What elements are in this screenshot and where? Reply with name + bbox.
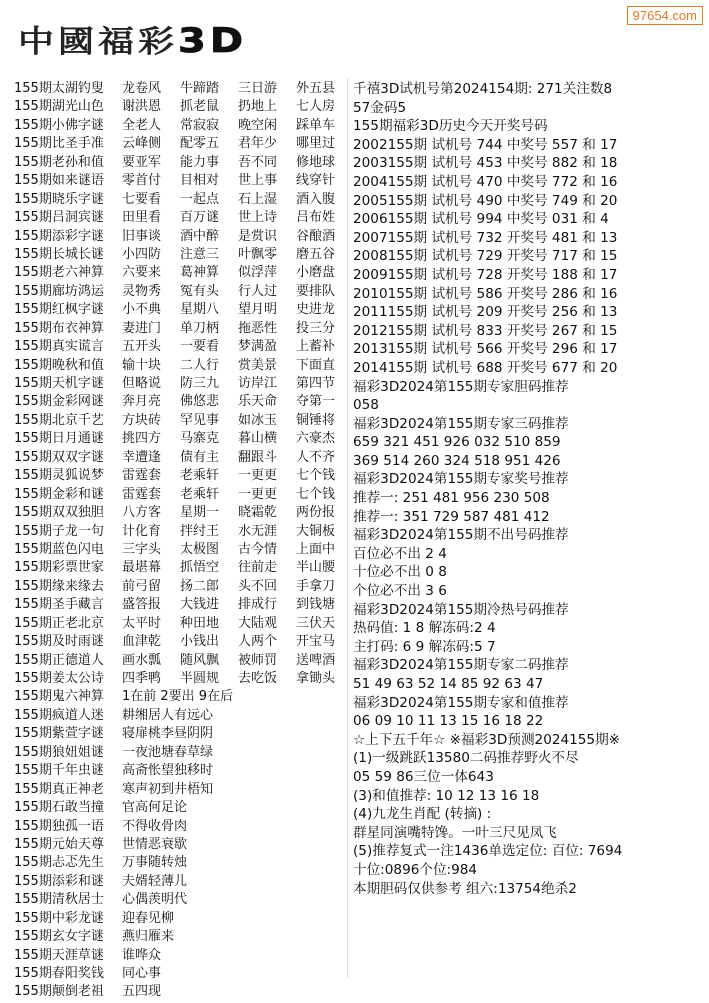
riddle-row: [14, 559, 350, 577]
riddle-clue: 随风飘: [180, 652, 220, 668]
riddle-title: 155期长城长谜: [14, 246, 104, 262]
riddle-clue: 要亚军: [122, 154, 162, 170]
riddle-title: 155期正德道人: [14, 652, 104, 668]
riddle-clue: 迎春见柳: [122, 910, 175, 926]
recommendation-line: 2012155期 试机号 833 开奖号 267 和 15: [353, 322, 618, 339]
riddle-row: [14, 873, 350, 891]
riddle-title: 155期北京千艺: [14, 412, 104, 428]
riddle-title: 155期彩票世家: [14, 560, 104, 576]
riddle-clue: 一要看: [180, 339, 220, 355]
riddle-clue: 古今情: [238, 541, 278, 557]
riddle-clue: 一更更: [238, 486, 278, 502]
riddle-clue: 债有主: [180, 449, 220, 465]
riddle-row: [14, 688, 350, 706]
riddle-clue: 晚空闲: [238, 117, 278, 133]
riddle-row: [14, 744, 350, 762]
riddle-clue: 吕布姓: [296, 210, 336, 226]
riddle-clue: 酒中醉: [180, 228, 220, 244]
riddle-row: [14, 320, 350, 338]
riddle-clue: 叶飘零: [238, 246, 278, 262]
riddle-clue: 哪里过: [296, 136, 336, 152]
riddle-clue: 暮山横: [238, 431, 278, 447]
riddle-clue: 心偶羡明代: [122, 892, 188, 908]
recommendation-line: 2005155期 试机号 490 中奖号 749 和 20: [353, 192, 618, 209]
riddle-clue: 世上诗: [238, 210, 278, 226]
riddle-clue: 谁哗众: [122, 947, 162, 963]
riddle-row: [14, 523, 350, 541]
recommendation-line: 2013155期 试机号 566 开奖号 296 和 17: [353, 341, 618, 358]
riddle-clue: 上面中: [296, 541, 336, 557]
riddle-clue: 赏美景: [238, 357, 278, 373]
recommendation-line: 51 49 63 52 14 85 92 63 47: [353, 676, 544, 692]
riddle-row: [14, 135, 350, 153]
riddle-title: 155期姜太公诗: [14, 671, 104, 686]
riddle-clue: 五四现: [122, 984, 162, 1000]
riddle-row: [14, 283, 350, 301]
riddle-clue: 拿锄头: [296, 671, 336, 686]
riddle-clue: 输十块: [122, 357, 162, 373]
riddle-clue: 四季鸭: [122, 671, 162, 686]
recommendation-line: 369 514 260 324 518 951 426: [353, 452, 561, 469]
riddle-clue: 六豪杰: [296, 431, 336, 447]
riddle-clue: 1在前 2要出 9在后: [122, 689, 234, 705]
riddle-clue: 磨五谷: [296, 246, 336, 262]
recommendation-line: (4)九龙生肖配 (转摘) :: [353, 806, 492, 823]
recommendation-line: 福彩3D2024第155期不出号码推荐: [353, 527, 569, 544]
riddle-title: 155期中彩龙谜: [14, 910, 104, 926]
riddle-clue: 七人房: [296, 99, 336, 115]
riddle-title: 155期春阳奖钱: [14, 966, 104, 981]
recommendation-line: 57金码5: [353, 99, 407, 116]
riddle-row: [14, 836, 350, 854]
riddle-clue: 葛神算: [180, 265, 220, 281]
riddle-title: 155期独孤一语: [14, 818, 104, 834]
riddle-clue: 百万谜: [180, 210, 220, 226]
riddle-clue: 七要看: [122, 191, 162, 207]
riddle-title: 155期老孙和值: [14, 154, 104, 170]
riddle-title: 155期清秋居士: [14, 892, 104, 908]
riddle-row: [14, 928, 350, 946]
riddle-title: 155期紫萱字谜: [14, 726, 104, 742]
riddle-clue: 外五县: [296, 81, 336, 96]
riddle-clue: 半山腰: [296, 560, 336, 576]
riddle-clue: 拖恶性: [238, 320, 278, 336]
riddle-clue: 访岸江: [238, 376, 278, 391]
riddle-title: 155期如来谜语: [14, 173, 104, 189]
riddle-clue: 云峰侧: [122, 136, 162, 152]
riddle-clue: 君年少: [238, 136, 278, 152]
riddle-clue: 要排队: [296, 283, 336, 299]
recommendation-line: 群星同演嘴特馋。一叶三尺见凤飞: [353, 824, 557, 841]
riddle-clue: 是赏识: [238, 228, 278, 244]
riddle-clue: 半圆规: [180, 671, 220, 686]
riddle-row: [14, 301, 350, 319]
riddle-row: [14, 338, 350, 356]
recommendation-line: 2010155期 试机号 586 开奖号 286 和 16: [353, 285, 618, 302]
riddle-clue: 常寂寂: [180, 117, 220, 133]
riddle-clue: 旧事谈: [122, 228, 162, 244]
riddle-clue: 三日游: [238, 81, 278, 96]
riddle-clue: 铜锤将: [296, 412, 336, 428]
riddle-row: [14, 541, 350, 559]
riddle-clue: 罕见事: [180, 412, 220, 428]
riddle-clue: 谷酿酒: [296, 228, 336, 244]
riddle-row: [14, 209, 350, 227]
riddle-clue: 一更更: [238, 468, 278, 484]
riddle-row: [14, 707, 350, 725]
riddle-clue: 往前走: [238, 560, 278, 576]
recommendation-line: 2011155期 试机号 209 开奖号 256 和 13: [353, 304, 618, 321]
riddle-clue: 抓老鼠: [180, 99, 220, 115]
recommendation-line: 2008155期 试机号 729 开奖号 717 和 15: [353, 248, 618, 265]
riddle-row: [14, 117, 350, 135]
riddle-clue: 前弓留: [122, 578, 162, 594]
riddle-title: 155期添彩字谜: [14, 228, 104, 244]
riddle-clue: 人两个: [238, 634, 278, 650]
riddle-clue: 太平时: [122, 615, 162, 631]
riddle-row: [14, 947, 350, 965]
riddle-clue: 扔地上: [238, 99, 278, 115]
riddle-title: 155期及时雨谜: [14, 634, 104, 650]
recommendation-line: 2006155期 试机号 994 中奖号 031 和 4: [353, 211, 609, 228]
recommendation-line: 热码值: 1 8 解冻码:2 4: [353, 620, 496, 637]
riddle-clue: 七个钱: [296, 468, 336, 484]
riddle-clue: 防三九: [180, 376, 220, 391]
riddle-clue: 冤有头: [180, 283, 220, 299]
riddle-clue: 牛蹄踏: [180, 81, 220, 96]
recommendation-line: 福彩3D2024第155期专家胆码推荐: [353, 378, 569, 395]
riddle-clue: 修地球: [296, 154, 336, 170]
riddle-row: [14, 504, 350, 522]
riddle-clue: 盛答报: [122, 597, 162, 613]
riddle-row: [14, 615, 350, 633]
riddle-row: [14, 910, 350, 928]
riddle-clue: 扬二郎: [180, 578, 220, 594]
riddle-clue: 史进龙: [296, 302, 336, 318]
riddle-clue: 大铜板: [296, 523, 336, 539]
recommendation-line: 十位:0896个位:984: [353, 861, 478, 878]
riddle-row: [14, 486, 350, 504]
riddle-clue: 三字头: [122, 541, 162, 557]
recommendation-line: 推荐一: 351 729 587 481 412: [353, 508, 550, 525]
riddle-title: 155期真正神老: [14, 781, 104, 797]
riddle-title: 155期老六神算: [14, 265, 104, 281]
riddle-clue: 踩单车: [296, 117, 336, 133]
riddle-clue: 画水瓢: [122, 652, 162, 668]
riddle-clue: 能力事: [180, 154, 220, 170]
riddle-clue: 小钱出: [180, 634, 220, 650]
riddle-clue: 田里看: [122, 210, 162, 226]
riddle-clue: 晓霜乾: [238, 505, 278, 521]
riddle-clue: 小磨盘: [296, 265, 336, 281]
recommendation-line: 2002155期 试机号 744 中奖号 557 和 17: [353, 136, 618, 153]
riddle-clue: 耕缃居人有远心: [122, 707, 214, 723]
riddle-row: [14, 191, 350, 209]
recommendation-line: 2004155期 试机号 470 中奖号 772 和 16: [353, 173, 618, 190]
recommendation-line: 福彩3D2024第155期专家和值推荐: [353, 694, 569, 711]
riddle-title: 155期圣手藏言: [14, 597, 104, 613]
riddle-clue: 龙卷风: [122, 81, 162, 96]
riddle-clue: 种田地: [180, 615, 220, 631]
riddle-clue: 同心事: [122, 966, 162, 981]
riddle-clue: 但略说: [122, 376, 162, 391]
riddle-row: [14, 983, 350, 1001]
riddle-title: 155期玄女字谜: [14, 929, 104, 945]
riddle-row: [14, 357, 350, 375]
riddle-title: 155期双双字谜: [14, 449, 104, 465]
recommendation-line: 155期福彩3D历史今天开奖号码: [353, 118, 548, 135]
watermark: 97654.com: [627, 6, 703, 25]
recommendation-line: 主打码: 6 9 解冻码:5 7: [353, 638, 496, 655]
riddle-clue: 大陆观: [238, 615, 278, 631]
riddle-clue: 星期一: [180, 505, 220, 521]
riddle-row: [14, 818, 350, 836]
riddle-clue: 到钱塘: [296, 597, 336, 613]
riddle-clue: 吾不同: [238, 154, 278, 170]
recommendation-line: 058: [353, 397, 379, 414]
riddle-clue: 行人过: [238, 283, 278, 299]
riddle-row: [14, 596, 350, 614]
riddle-title: 155期忐忑先生: [14, 855, 104, 871]
riddle-row: [14, 762, 350, 780]
riddle-title: 155期石敢当撞: [14, 800, 104, 816]
riddle-clue: 开宝马: [296, 634, 336, 650]
riddle-clue: 投三分: [296, 320, 336, 336]
recommendation-line: 千禧3D试机号第2024154期: 271关注数8: [353, 81, 613, 97]
riddle-clue: 配零五: [180, 136, 220, 152]
riddle-title: 155期金彩网谜: [14, 394, 104, 410]
riddle-clue: 拌纣王: [180, 523, 220, 539]
recommendation-line: 个位必不出 3 6: [353, 583, 447, 600]
recommendation-line: 福彩3D2024第155期专家奖号推荐: [353, 471, 569, 488]
riddle-clue: 目相对: [180, 173, 220, 189]
riddle-clue: 官高何足论: [122, 800, 188, 816]
riddle-clue: 夺第一: [296, 394, 336, 410]
riddle-title: 155期疯道人迷: [14, 707, 104, 723]
riddle-clue: 似浮萍: [238, 265, 278, 281]
riddle-clue: 六要来: [122, 265, 162, 281]
riddle-clue: 计化育: [122, 523, 162, 539]
recommendation-line: 2014155期 试机号 688 开奖号 677 和 20: [353, 359, 618, 376]
riddle-clue: 最堪幕: [122, 560, 162, 576]
recommendation-panel: [353, 80, 703, 898]
riddle-row: [14, 246, 350, 264]
riddle-row: [14, 633, 350, 651]
recommendation-line: 05 59 86三位一体643: [353, 768, 494, 785]
riddle-clue: 被师罚: [238, 652, 278, 668]
riddle-row: [14, 725, 350, 743]
riddle-title: 155期小佛字谜: [14, 117, 104, 133]
recommendation-line: 06 09 10 11 13 15 16 18 22: [353, 713, 544, 730]
riddle-row: [14, 430, 350, 448]
riddle-clue: 幸遭逢: [122, 449, 162, 465]
recommendation-line: (5)推荐复式一注1436单选定位: 百位: 7694: [353, 843, 623, 860]
riddle-clue: 两份报: [296, 505, 336, 521]
riddle-title: 155期晚秋和值: [14, 357, 104, 373]
recommendation-line: 2003155期 试机号 453 中奖号 882 和 18: [353, 155, 618, 172]
riddle-clue: 抓悟空: [180, 560, 220, 576]
recommendation-line: (3)和值推荐: 10 12 13 16 18: [353, 787, 540, 804]
riddle-clue: 头不回: [238, 578, 278, 594]
recommendation-line: 十位必不出 0 8: [353, 564, 447, 581]
riddle-title: 155期晓乐字谜: [14, 191, 104, 207]
riddle-row: [14, 799, 350, 817]
riddle-title: 155期真实谎言: [14, 339, 104, 355]
riddle-clue: 乐天命: [238, 394, 278, 410]
riddle-clue: 送啤酒: [296, 652, 336, 668]
riddle-clue: 一夜池塘春草绿: [122, 744, 214, 760]
riddle-clue: 谢洪恩: [122, 99, 162, 115]
riddle-clue: 星期八: [180, 302, 220, 318]
riddle-clue: 世上事: [238, 173, 278, 189]
riddle-title: 155期天机字谜: [14, 376, 104, 391]
riddle-row: [14, 652, 350, 670]
riddle-row: [14, 891, 350, 909]
riddle-row: [14, 80, 350, 98]
riddle-clue: 小不典: [122, 302, 162, 318]
riddle-clue: 大钱进: [180, 597, 220, 613]
riddle-title: 155期红枫字谜: [14, 302, 104, 318]
riddle-title: 155期双双独胆: [14, 505, 104, 521]
riddle-title: 155期正老北京: [14, 615, 104, 631]
riddle-row: [14, 172, 350, 190]
riddle-clue: 灵物秀: [122, 283, 162, 299]
riddle-clue: 二人行: [180, 357, 220, 373]
riddle-title: 155期鬼六神算: [14, 689, 104, 705]
recommendation-line: 百位必不出 2 4: [353, 545, 447, 562]
riddle-clue: 七个钱: [296, 486, 336, 502]
riddle-row: [14, 670, 350, 688]
riddle-title: 155期天涯草谜: [14, 947, 104, 963]
riddle-clue: 单刀柄: [180, 320, 220, 336]
riddle-clue: 人不齐: [296, 449, 336, 465]
riddle-title: 155期湖光山色: [14, 99, 104, 115]
riddle-title: 155期灵狐说梦: [14, 468, 104, 484]
riddle-clue: 石上湿: [238, 191, 278, 207]
recommendation-line: 659 321 451 926 032 510 859: [353, 434, 561, 451]
riddle-title: 155期布衣神算: [14, 320, 104, 336]
riddle-clue: 水无涯: [238, 523, 278, 539]
riddle-row: [14, 449, 350, 467]
riddle-clue: 方块砖: [122, 412, 162, 428]
riddle-clue: 马寨克: [180, 431, 220, 447]
riddle-clue: 一起点: [180, 191, 220, 207]
riddle-title: 155期吕洞宾谜: [14, 210, 104, 226]
riddle-row: [14, 854, 350, 872]
riddle-clue: 血津乾: [122, 634, 162, 650]
riddle-row: [14, 154, 350, 172]
riddle-row: [14, 412, 350, 430]
riddle-clue: 燕归雁来: [122, 929, 175, 945]
riddle-row: [14, 264, 350, 282]
riddle-row: [14, 98, 350, 116]
riddle-title: 155期子龙一句: [14, 523, 104, 539]
riddle-clue: 第四节: [296, 376, 336, 391]
riddle-clue: 零首付: [122, 173, 162, 189]
logo-text: 中國福彩: [18, 24, 179, 60]
riddle-clue: 妻进门: [122, 320, 162, 336]
recommendation-line: 福彩3D2024第155期专家三码推荐: [353, 415, 569, 432]
riddle-title: 155期蓝色闪电: [14, 541, 104, 557]
riddle-clue: 望月明: [238, 302, 278, 318]
riddle-row: [14, 228, 350, 246]
riddle-title: 155期比圣手准: [14, 136, 104, 152]
riddle-clue: 奔月亮: [122, 394, 162, 410]
riddle-title: 155期太湖钓叟: [14, 81, 104, 96]
riddle-row: [14, 393, 350, 411]
riddle-clue: 寝扉桃李昼阴阴: [122, 726, 214, 742]
riddle-clue: 太极图: [180, 541, 220, 557]
riddle-clue: 小四防: [122, 246, 162, 262]
recommendation-line: 本期胆码仅供参考 组六:13754绝杀2: [353, 880, 577, 897]
riddle-clue: 寒声初到井梧知: [122, 781, 214, 797]
logo-3d: 3D: [178, 21, 248, 61]
riddle-clue: 五开头: [122, 339, 162, 355]
riddle-title: 155期千年虫谜: [14, 763, 104, 779]
riddle-clue: 翻跟斗: [238, 449, 278, 465]
riddle-clue: 注意三: [180, 246, 220, 262]
recommendation-line: 2007155期 试机号 732 开奖号 481 和 13: [353, 229, 618, 246]
riddle-clue: 雷霆套: [122, 468, 162, 484]
riddle-clue: 佛悠悲: [180, 394, 220, 410]
riddle-clue: 高斋怅望独移时: [122, 763, 214, 779]
riddle-clue: 上蓄补: [296, 339, 336, 355]
riddle-clue: 线穿针: [296, 173, 336, 189]
riddle-clue: 手拿刀: [296, 578, 336, 594]
recommendation-line: 推荐一: 251 481 956 230 508: [353, 490, 550, 507]
riddle-clue: 酒入腹: [296, 191, 336, 207]
recommendation-line: 福彩3D2024第155期冷热号码推荐: [353, 601, 569, 618]
riddle-title: 155期狼妞姐谜: [14, 744, 104, 760]
riddle-clue: 如冰玉: [238, 412, 278, 428]
riddle-clue: 梦满盈: [238, 339, 278, 355]
riddle-row: [14, 781, 350, 799]
fucai-3d-logo: [18, 18, 247, 61]
riddle-clue: 雷霆套: [122, 486, 162, 502]
riddle-clue: 八方客: [122, 505, 162, 521]
riddle-clue: 不得收骨肉: [122, 818, 188, 834]
riddle-clue: 老乘轩: [180, 468, 220, 484]
riddle-title: 155期缘来缘去: [14, 578, 104, 594]
riddle-clue: 去吃饭: [238, 671, 278, 686]
recommendation-line: (1)一级跳跃13580二码推荐野火不尽: [353, 750, 579, 767]
riddle-row: [14, 375, 350, 393]
recommendation-line: ☆上下五千年☆ ※福彩3D预测2024155期※: [353, 731, 621, 748]
recommendation-line: 福彩3D2024第155期专家二码推荐: [353, 657, 569, 674]
riddle-clue: 万事随转烛: [122, 855, 188, 871]
riddle-row: [14, 965, 350, 983]
riddle-clue: 下面直: [296, 357, 336, 373]
riddle-clue: 老乘轩: [180, 486, 220, 502]
riddle-clue: 夫婿轻薄儿: [122, 873, 188, 889]
riddle-title: 155期添彩和谜: [14, 873, 104, 889]
riddle-title: 155期日月通谜: [14, 431, 104, 447]
recommendation-line: 2009155期 试机号 728 开奖号 188 和 17: [353, 266, 618, 283]
riddle-clue: 全老人: [122, 117, 162, 133]
riddle-clue: 世情恶衰歇: [122, 836, 188, 852]
riddle-title: 155期金彩和谜: [14, 486, 104, 502]
riddle-title: 155期颠倒老祖: [14, 984, 104, 1000]
riddle-row: [14, 578, 350, 596]
riddle-list: [14, 80, 350, 1000]
riddle-row: [14, 467, 350, 485]
riddle-title: 155期元始天尊: [14, 836, 104, 852]
riddle-title: 155期廊坊鸿运: [14, 283, 104, 299]
riddle-clue: 排成行: [238, 597, 278, 613]
riddle-clue: 挑四方: [122, 431, 162, 447]
riddle-clue: 三伏天: [296, 615, 336, 631]
